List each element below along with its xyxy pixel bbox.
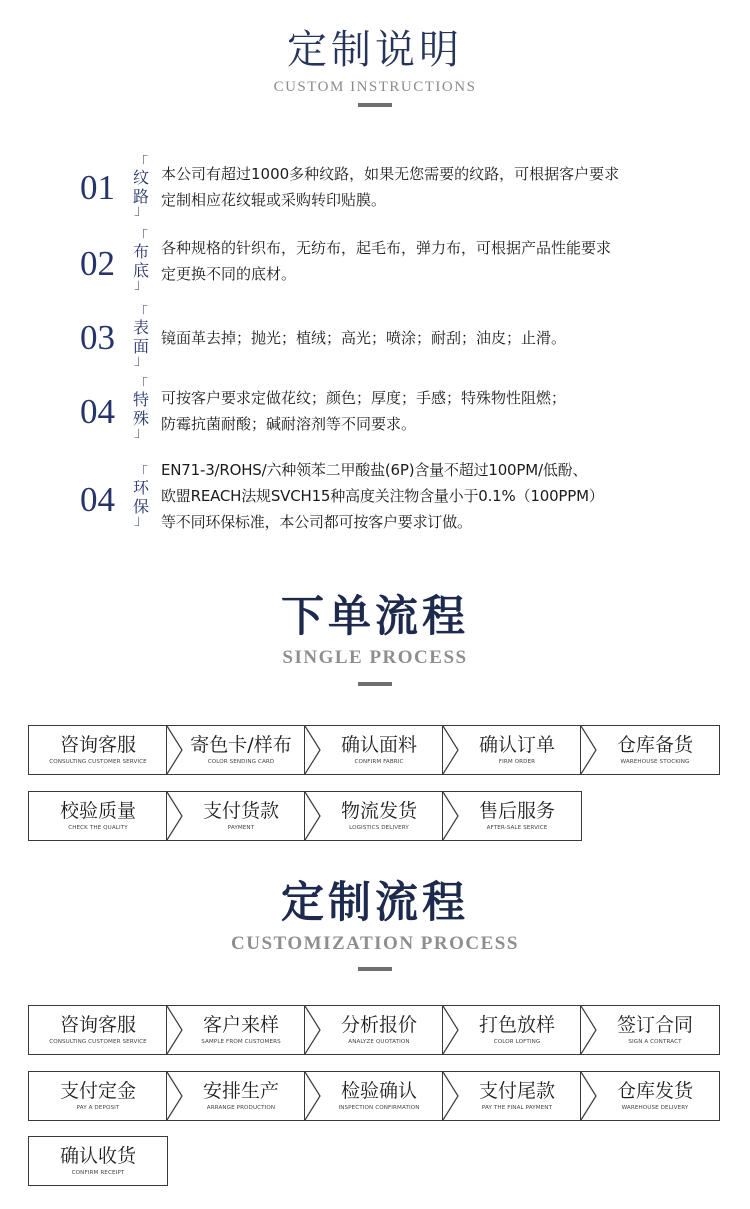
step-pay-a-deposit: 支付定金 PAY A DEPOSIT xyxy=(28,1071,168,1121)
section-subtitle: CUSTOM INSTRUCTIONS xyxy=(273,79,477,95)
step-check-the-quality: 校验质量 CHECK THE QUALITY xyxy=(28,791,168,841)
instruction-tag: 「 布 底 」 xyxy=(132,229,149,293)
title-divider xyxy=(358,967,392,971)
instruction-number: 01 xyxy=(80,168,115,207)
instruction-text: EN71-3/ROHS/六种领苯二甲酸盐(6P)含量不超过100PM/低酚、 欧盟REACH法规SVCH15种高度关注物含量小于0.1%（100PPM） 等不同环保标准，本公司都可按客户要求订做。 xyxy=(161,461,604,531)
instruction-tag: 「 特 殊 」 xyxy=(132,377,149,441)
section-title: 定制流程 xyxy=(281,878,469,928)
instruction-tag: 「 表 面 」 xyxy=(132,305,149,369)
step-warehouse-stocking: 仓库备货 WAREHOUSE STOCKING xyxy=(580,725,720,775)
step-confirm-receipt: 确认收货 CONFIRM RECEIPT xyxy=(28,1136,168,1186)
instruction-number: 04 xyxy=(80,480,115,519)
instruction-text: 各种规格的针织布，无纺布，起毛布，弹力布，可根据产品性能要求 定更换不同的底材。 xyxy=(161,239,612,283)
instruction-number: 02 xyxy=(80,244,115,283)
instruction-tag: 「 环 保 」 xyxy=(132,465,149,529)
step-payment: 支付货款 PAYMENT xyxy=(166,791,306,841)
step-sample-from-customers: 客户来样 SAMPLE FROM CUSTOMERS xyxy=(166,1005,306,1055)
instruction-tag: 「 纹 路 」 xyxy=(132,155,149,219)
instruction-item-5 xyxy=(80,461,720,544)
step-after-sale-service: 售后服务 AFTER-SALE SERVICE xyxy=(442,791,582,841)
step-logistics-delivery: 物流发货 LOGISTICS DELIVERY xyxy=(304,791,444,841)
instruction-item-2 xyxy=(80,229,720,293)
step-firm-order: 确认订单 FIRM ORDER xyxy=(442,725,582,775)
title-divider xyxy=(358,103,392,107)
section-subtitle: CUSTOMIZATION PROCESS xyxy=(231,933,519,954)
step-consulting-customer-service: 咨询客服 CONSULTING CUSTOMER SERVICE xyxy=(28,725,168,775)
instruction-item-3 xyxy=(80,305,720,369)
step-consulting-customer-service: 咨询客服 CONSULTING CUSTOMER SERVICE xyxy=(28,1005,168,1055)
section-title: 下单流程 xyxy=(281,592,469,642)
step-analyze-quotation: 分析报价 ANALYZE QUOTATION xyxy=(304,1005,444,1055)
instruction-text: 镜面革去掉；抛光；植绒；高光；喷涂；耐刮；油皮；止滑。 xyxy=(161,329,567,347)
step-arrange-production: 安排生产 ARRANGE PRODUCTION xyxy=(166,1071,306,1121)
step-color-lofting: 打色放样 COLOR LOFTING xyxy=(442,1005,582,1055)
instruction-item-4 xyxy=(80,377,720,441)
step-inspection-confirmation: 检验确认 INSPECTION CONFIRMATION xyxy=(304,1071,444,1121)
step-sign-a-contract: 签订合同 SIGN A CONTRACT xyxy=(580,1005,720,1055)
instruction-text: 本公司有超过1000多种纹路，如果无您需要的纹路，可根据客户要求 定制相应花纹辊或采购转印贴膜。 xyxy=(161,165,620,209)
title-divider xyxy=(358,682,392,686)
section-title: 定制说明 xyxy=(287,27,463,73)
custom-instructions-header xyxy=(0,27,750,107)
instruction-number: 04 xyxy=(80,392,115,431)
instruction-text: 可按客户要求定做花纹；颜色；厚度；手感；特殊物性阻燃； 防霉抗菌耐酸；碱耐溶剂等不同要求。 xyxy=(161,389,567,433)
step-warehouse-delivery: 仓库发货 WAREHOUSE DELIVERY xyxy=(580,1071,720,1121)
step-confirm-fabric: 确认面料 CONFIRM FABRIC xyxy=(304,725,444,775)
section-subtitle: SINGLE PROCESS xyxy=(282,647,468,668)
step-pay-the-final-payment: 支付尾款 PAY THE FINAL PAYMENT xyxy=(442,1071,582,1121)
instruction-item-1 xyxy=(80,155,720,219)
customization-process-header xyxy=(0,878,750,971)
single-process-header xyxy=(0,592,750,686)
step-color-sending-card: 寄色卡/样布 COLOR SENDING CARD xyxy=(166,725,306,775)
instruction-number: 03 xyxy=(80,318,115,357)
